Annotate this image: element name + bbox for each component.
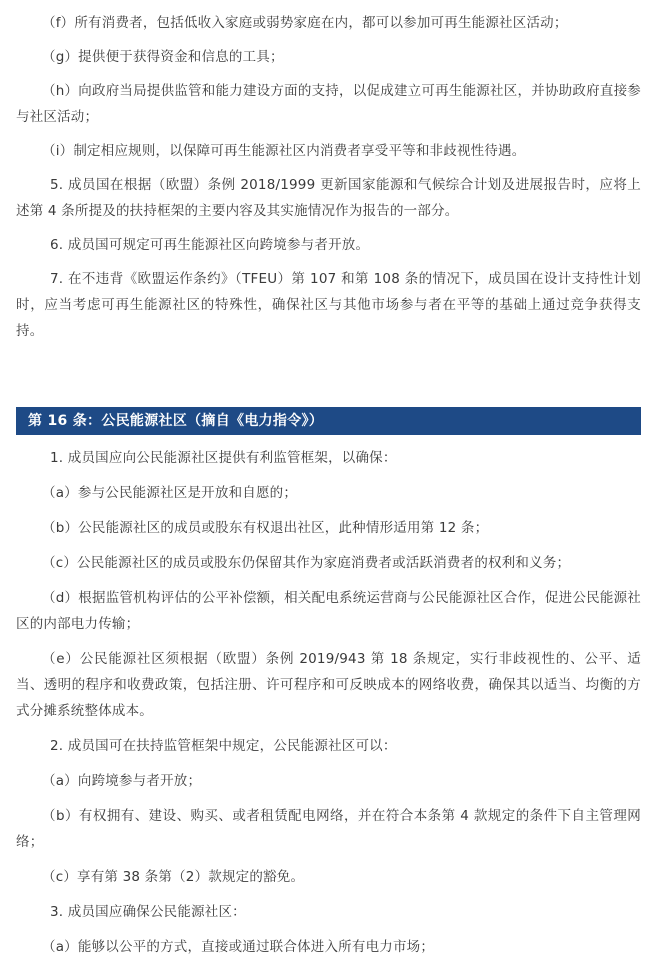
article-16-clause-2a: （a）向跨境参与者开放；	[42, 773, 202, 789]
article-16-clause-1b: （b）公民能源社区的成员或股东有权退出社区，此种情形适用第 12 条；	[42, 520, 489, 536]
citizen-energy-community-clauses	[16, 445, 641, 960]
clause-f: （f）所有消费者，包括低收入家庭或弱势家庭在内，都可以参加可再生能源社区活动；	[42, 15, 568, 31]
article-16-clause-1c: （c）公民能源社区的成员或股东仍保留其作为家庭消费者或活跃消费者的权利和义务；	[42, 555, 571, 571]
article-16-clause-2b: （b）有权拥有、建设、购买、或者租赁配电网络，并在符合本条第 4 款规定的条件下自主管理网络；	[16, 808, 641, 850]
article-16-clause-3: 3. 成员国应确保公民能源社区：	[50, 904, 246, 920]
section-title-banner: 第 16 条：公民能源社区（摘自《电力指令》）	[16, 407, 641, 435]
clause-i: （i）制定相应规则，以保障可再生能源社区内消费者享受平等和非歧视性待遇。	[42, 143, 526, 159]
clause-h: （h）向政府当局提供监管和能力建设方面的支持，以促成建立可再生能源社区，并协助政府直接参与社区活动；	[16, 83, 641, 125]
clause-7: 7. 在不违背《欧盟运作条约》（TFEU）第 107 和第 108 条的情况下，成员国在设计支持性计划时，应当考虑可再生能源社区的特殊性，确保社区与其他市场参与者在平等的基础上通过竞争获得支持。	[16, 271, 641, 339]
renewable-community-clauses	[16, 0, 641, 344]
clause-g: （g）提供便于获得资金和信息的工具；	[42, 49, 284, 65]
article-16-clause-2c: （c）享有第 38 条第（2）款规定的豁免。	[42, 869, 305, 885]
article-16-clause-2: 2. 成员国可在扶持监管框架中规定，公民能源社区可以：	[50, 738, 397, 754]
article-16-clause-1d: （d）根据监管机构评估的公平补偿额，相关配电系统运营商与公民能源社区合作，促进公民能源社区的内部电力传输；	[16, 590, 641, 632]
article-16-clause-1: 1. 成员国应向公民能源社区提供有利监管框架，以确保：	[50, 450, 397, 466]
clause-5: 5. 成员国在根据（欧盟）条例 2018/1999 更新国家能源和气候综合计划及进展报告时，应将上述第 4 条所提及的扶持框架的主要内容及其实施情况作为报告的一部分。	[16, 177, 641, 219]
article-16-clause-3a: （a）能够以公平的方式，直接或通过联合体进入所有电力市场；	[42, 939, 435, 955]
clause-6: 6. 成员国可规定可再生能源社区向跨境参与者开放。	[50, 237, 370, 253]
article-16-clause-1a: （a）参与公民能源社区是开放和自愿的；	[42, 485, 298, 501]
article-16-clause-1e: （e）公民能源社区须根据（欧盟）条例 2019/943 第 18 条规定，实行非歧视性的、公平、适当、透明的程序和收费政策，包括注册、许可程序和可反映成本的网络收费，确保其以适当、均衡的方式分摊系统整体成本。	[16, 651, 641, 719]
